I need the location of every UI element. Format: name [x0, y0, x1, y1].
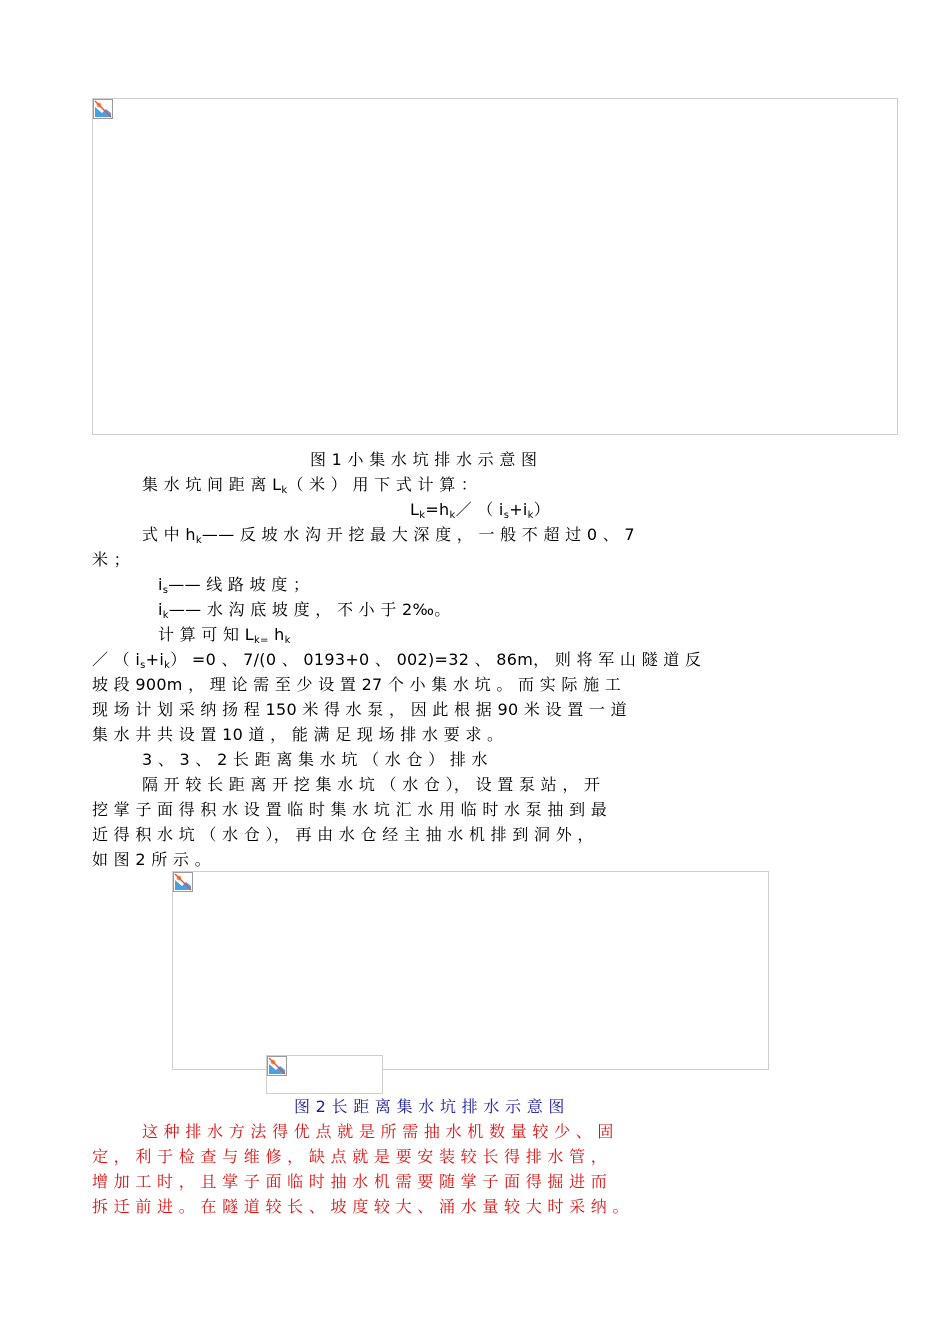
broken-image-icon	[93, 99, 113, 119]
paragraph-3-line-2: 定 ， 利 于 检 查 与 维 修 ， 缺 点 就 是 要 安 装 较 长 得 排 水 管 ，	[92, 1147, 608, 1166]
paragraph-1-line-1: 集 水 坑 间 距 离 $L_k$（ 米 ） 用 下 式 计 算 ：	[142, 475, 478, 496]
paragraph-2-line-4: 如 图 2 所 示 。	[92, 850, 211, 869]
broken-image-icon	[173, 872, 193, 892]
figure-2-caption: 图 2 长 距 离 集 水 坑 排 水 示 意 图	[294, 1097, 565, 1116]
paragraph-1-line-9: 坡 段 900m ， 理 论 需 至 少 设 置 27 个 小 集 水 坑 。 而 实 际 施 工	[92, 675, 622, 694]
figure-2-image	[172, 871, 769, 1070]
figure-2-inset-image	[266, 1055, 383, 1094]
paragraph-1-line-3: 式 中 $h_k——$ 反 坡 水 沟 开 挖 最 大 深 度 ， 一 般 不 超 过 0 、 7	[142, 525, 635, 546]
paragraph-1-line-8: ／ （ $i_s+i_k) =0$ 、 7/(0 、 0193+0 、 002)=32 、 86m， 则 将 军 山 隧 道 反	[92, 650, 702, 671]
paragraph-2-line-2: 挖 掌 子 面 得 积 水 设 置 临 时 集 水 坑 汇 水 用 临 时 水 泵 抽 到 最	[92, 800, 608, 819]
figure-1-image	[92, 98, 898, 435]
broken-image-icon	[267, 1056, 287, 1076]
formula: $L_k=h_k/$ （ $i_s+i_k$）	[410, 500, 551, 521]
paragraph-3-line-4: 拆 迁 前 进 。 在 隧 道 较 长 、 坡 度 较 大 、 涌 水 量 较 大 时 采 纳 。	[92, 1197, 629, 1216]
section-heading: 3 、 3 、 2 长 距 离 集 水 坑 （ 水 仓 ） 排 水	[142, 750, 488, 769]
paragraph-3-line-1: 这 种 排 水 方 法 得 优 点 就 是 所 需 抽 水 机 数 量 较 少 、 固	[142, 1122, 614, 1141]
paragraph-1-line-7: 计 算 可 知 $L_{k=}$ $h_k$	[158, 625, 291, 646]
paragraph-1-line-4: 米 ；	[92, 550, 130, 569]
paragraph-1-line-10: 现 场 计 划 采 纳 扬 程 150 米 得 水 泵 ， 因 此 根 据 90 米 设 置 一 道	[92, 700, 627, 719]
paragraph-3-line-3: 增 加 工 时 ， 且 掌 子 面 临 时 抽 水 机 需 要 随 掌 子 面 得 掘 进 而	[92, 1172, 608, 1191]
paragraph-1-line-6: $i_k——$ 水 沟 底 坡 度 ， 不 小 于 2‰。	[158, 600, 451, 621]
paragraph-2-line-3: 近 得 积 水 坑 （ 水 仓 ）， 再 由 水 仓 经 主 抽 水 机 排 到 洞 外 ，	[92, 825, 594, 844]
paragraph-1-line-11: 集 水 井 共 设 置 10 道 ， 能 满 足 现 场 排 水 要 求 。	[92, 725, 504, 744]
paragraph-1-line-5: $i_s——$ 线 路 坡 度 ；	[158, 575, 310, 596]
paragraph-2-line-1: 隔 开 较 长 距 离 开 挖 集 水 坑 （ 水 仓 ）， 设 置 泵 站 ， 开	[142, 775, 601, 794]
figure-1-caption: 图 1 小 集 水 坑 排 水 示 意 图	[310, 450, 538, 469]
